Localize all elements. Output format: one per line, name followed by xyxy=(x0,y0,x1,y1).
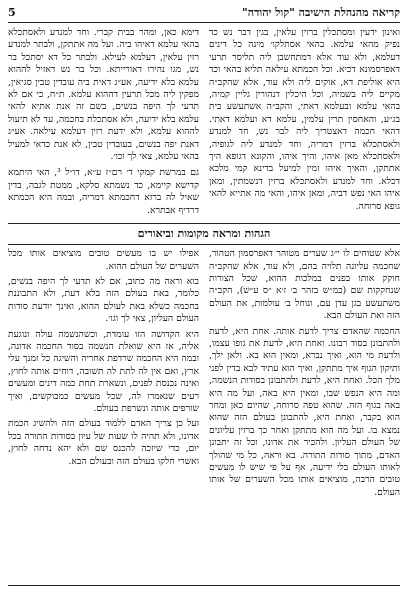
notes-left-column xyxy=(8,248,199,499)
upper-right-paragraph: ואינון ידעין ומסתכלין ברזין עלאין, בגין דבר נש כד נפיק מהאי עלמא. בהאי אסתלקו׳ מינה כל דינים דעלמא, ולא עוד אלא דמתחשבן ליה תליסר תרעי דאפרסמונא דכיא. וכל הכמתא עילאה תליא בהאי וכד היא אוליפת דא, אוקים ליה ולא עוד, אלא שהקב״ה מקיים ליה בשמיה, וכל היכלין דנהורין גליין קמיה, בהאי עלמא ובעלמא דאתי, והקב״ה אשתעשע בית בג״ע, והאחסין תרין עלמין, עלמא דא ועלמא דאתי. דהאי חכמה דאצטריך ליה לבר נש, חד למנדע ולאסתכלא ברזין דמריה, וחד למנדע ליה לגופיה, ולאסתכלא מאן איהו, והיך איהו, והקונא דגופא היך אתתקן, והאיך איהו זמין למיעל בדינא קמי מלכא דכלא. וחד למנדע ולאסתכלא ברזין דנשמתין, ומאן איהו האי נפש דביה, ומאן איהו, והאי מה אתייא להאי גופא סרוחה. xyxy=(209,27,400,212)
section-divider-bottom xyxy=(8,244,400,245)
notes-right-column xyxy=(209,248,400,499)
page-number: 5 xyxy=(8,6,16,19)
notes-text-columns xyxy=(8,248,400,499)
upper-left-paragraph-1: דימא כאן, ומהר בבית קברי. וחד למנדע ולאסתכלא בהאי עלמא דאיהו ביה. ועל מה אתתקן, ולבתר למנדע רזין עלאין, דעלמא לעילא. ולבתר כל דא יסתכל בר נש, מגו נהירו דאורייתא. וכל בר נש דאזיל לההוא עלמא בלא ידיעה, אע״ג דאית ביה עובדין טבין סגיאין, מפקין ליה מכל תרעין דההוא עלמא. ת״ח, כי אם לא תדעי לך היפה בנשים, בשם זה אנת אתיא להאי עלמא בלא ידיעה, ולא אסתכלת בחכמה, עד לא תיעול לההוא עלמא, ולא ידעת רזין דעלמא עילאה. אע״ג דאנת יפה בנשים, בעובדין טבין, לא אנת כדאי למעיל בהאי עלמא, צאי לך וכו׳. xyxy=(8,27,199,163)
section-divider-top xyxy=(8,223,400,224)
notes-left-paragraph-4: ועל כן צריך האדם ללמוד בעולם הזה ולהשיג חכמת אדונו, ולא תהיה לו שעות של עיון בסודות התורה בכל יום, כדי שיזכה להכנס שם ולא יהא נדחה לחוץ, ואשרי חלקו בעולם הזה ובעולם הבא. xyxy=(8,418,199,467)
notes-left-paragraph-2: בוא וראה מה כתוב, אם לא תדעי לך היפה בנשים, כלומר, באת בעולם הזה בלא דעת, ולא התבוננת בחכמה כשלא באת לעולם ההוא, ואינך יודעת סודות העולם העליון, צאי לך וגו׳. xyxy=(8,275,199,325)
section-title: הגהות ומראה מקומות וביאורים xyxy=(137,227,271,241)
page-header xyxy=(8,6,400,20)
upper-left-column xyxy=(8,27,199,217)
notes-right-paragraph-1: אלא שטוחים לו י״ג שערים מטוהר דאפרסמון הטהור, שחכמה עליונה תלויה בהם, ולא עוד, אלא שהקב״ה חוקק אותו בפנים במלכות ההוא, שכל הצורות שנחקקות שם (כמ״ש בזהר ב׳ ז׳א ״ס ע״ש), הקב״ה משתעשע בגן עדן עם, ונוחל ב׳ עולמות, את העולם הזה ואת העולם הבא. xyxy=(209,248,400,322)
notes-left-paragraph-1: אפילו יש בו מעשים טובים מוציאים אותו מכל השערים של העולם ההוא. xyxy=(8,248,199,272)
running-title: קריאה מהנהלת הישיבה "קול יהודה" xyxy=(242,6,400,19)
notes-right-paragraph-2: החכמה שהאדם צריך לדעת אותה. אחת היא, לדעת ולהתבונן בסוד רבונו. ואחת היא, לדעת את גופו עצמו, ולדעת מי הוא, ואיך נברא, ומאין הוא בא. ולאן ילך, ותיקון הגוף איך מתתקן, ואיך הוא עתיד לבא בדין לפני מלך הכל. ואחת היא, לדעת ולהתבונן בסודות הנשמה, ומה היא הנפש שבו, ומאין היא באה, ועל מה היא באה בגוף הזה. שהוא טפה סרוחה, שהיום כאן ומחר הוא בקבר, ואחת היא, להתבונן בעולם הזה שהוא נמצא בו. ועל מה הוא מתתקן ואחר כך ברזין עליונים של העולם העליון. ולהכיר את אדונו, וכל זה יתבונן האדם, מתוך סודות התורה. בא וראה, כל מי שהולך לאותו העולם בלי ידיעה, אף על פי שיש לו מעשים טובים הרבה, מוציאים אותו מכל השערים של אותו העולם. xyxy=(209,325,400,498)
header-divider xyxy=(8,22,400,23)
upper-left-paragraph-2: גם במרשת קמקי ד׳ רם״ז ע״א, דו״ל ³, האי היתמא קדישא קיימא, כד נשמתא סלקא, ממטת לגבה, בדין שאיל לה ברזא דחכמתא דמריה, ובמה היא הכמתא דרדיף אבתרא. xyxy=(8,167,199,216)
notes-section xyxy=(8,223,400,499)
upper-text-columns xyxy=(8,27,400,217)
notes-left-paragraph-3: היא הקדושה הזו עומדת, וכשהנשמה עולה ונוגעת אליה, אז היא שואלת הנשמה בסוד החכמה אדונה, ובמה היא החכמה שרדפת אחריה והשיגה כל זמנך עלי ארץ, ואם אין לה לתת לה תשובה, דוחים אותה לחוץ, ואינה נכנסת לפנים, ונשארת תחת כמה דינים ומעשים רעים שנאמרו לה, שכל מעשים כמבוקשים, ואיך שורפים אותה ונשרפת בעולם. xyxy=(8,328,199,414)
footer-divider xyxy=(8,585,400,586)
upper-right-column xyxy=(209,27,400,217)
